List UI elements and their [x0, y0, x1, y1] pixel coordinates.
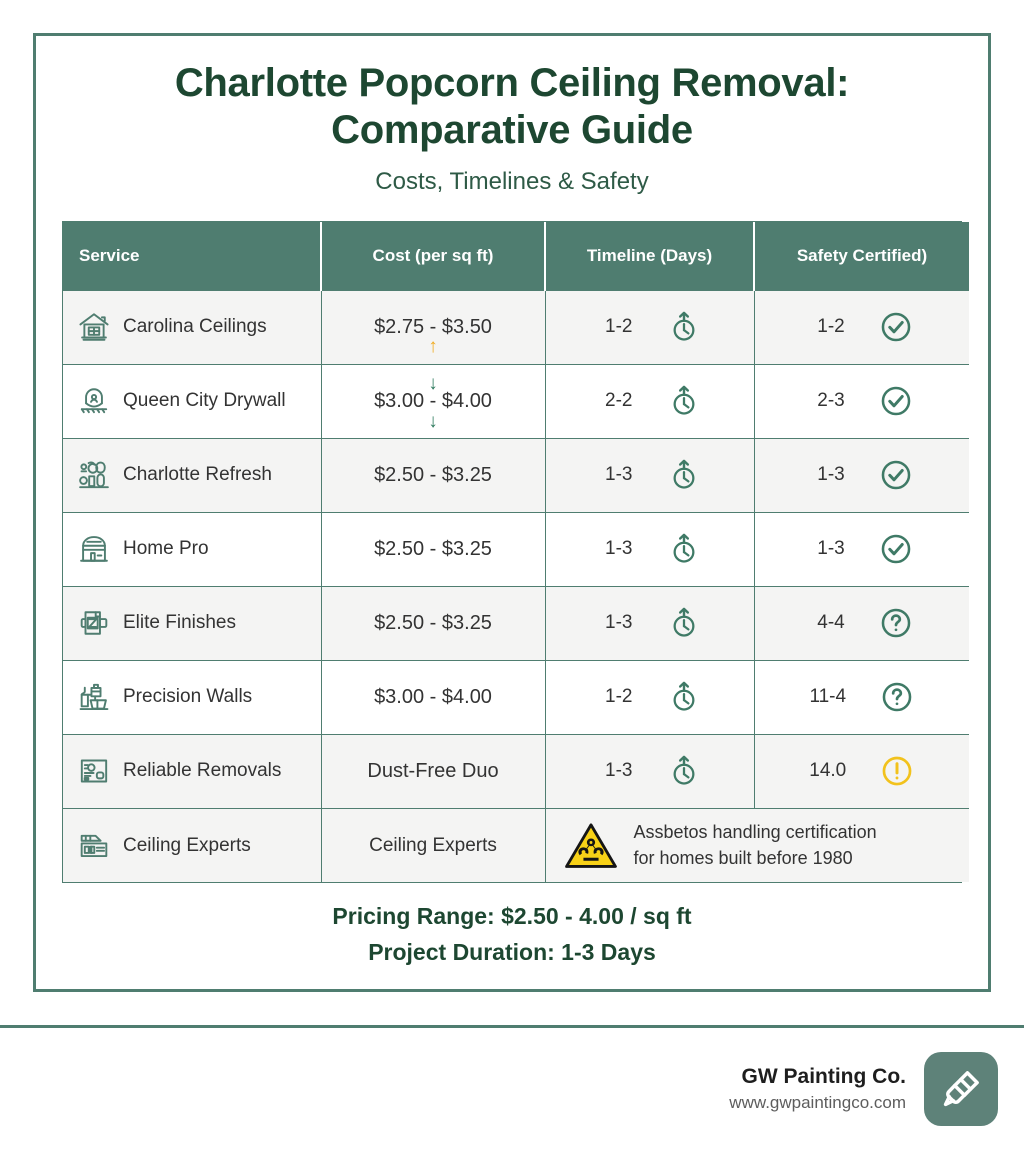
safety-cell: [754, 734, 969, 808]
cost-cell: [321, 512, 545, 586]
column-header-cost: Cost (per sq ft): [321, 222, 545, 290]
service-cell: [63, 734, 321, 808]
summary-pricing: Pricing Range: $2.50 - 4.00 / sq ft: [332, 903, 692, 930]
cost-value: Ceiling Experts: [369, 834, 497, 856]
check-circle-icon: [879, 532, 913, 566]
safety-cell-content: [755, 532, 970, 566]
cost-cell: [321, 586, 545, 660]
cost-trend-arrow-bottom: ↓: [428, 410, 438, 432]
cost-value: $3.00 - $4.00: [374, 685, 492, 708]
service-cell: [63, 290, 321, 364]
cost-value: $3.00 - $4.00: [374, 389, 492, 412]
timeline-cell: [545, 734, 754, 808]
page-title-line-2: Comparative Guide: [331, 108, 693, 153]
cost-value: $2.75 - $3.50: [374, 315, 492, 338]
safety-cell-content: [755, 384, 970, 418]
service-cell: [63, 586, 321, 660]
safety-cell: [754, 364, 969, 438]
summary-duration: Project Duration: 1-3 Days: [368, 939, 656, 966]
footer-divider: [0, 1025, 1024, 1028]
document-card-icon: [77, 754, 111, 788]
service-name: Precision Walls: [123, 686, 253, 708]
table-row: [63, 438, 969, 512]
ceiling-panel-icon: [77, 829, 111, 863]
table-header-row: [63, 222, 969, 290]
stopwatch-icon: [667, 754, 701, 788]
safety-cell: [754, 660, 969, 734]
comparison-table: [63, 222, 969, 882]
comparison-table-wrapper: [62, 221, 962, 883]
table-row: [63, 586, 969, 660]
service-name: Home Pro: [123, 538, 209, 560]
service-cell: [63, 438, 321, 512]
title-block: [36, 36, 988, 200]
brand-url: www.gwpaintingco.com: [729, 1093, 906, 1112]
timeline-cell-content: [546, 310, 754, 344]
safety-value: 11-4: [809, 686, 847, 708]
timeline-value: 1-3: [605, 612, 633, 634]
timeline-value: 2-2: [605, 390, 633, 412]
safety-value: 2-3: [817, 390, 845, 412]
stopwatch-icon: [667, 384, 701, 418]
safety-value: 1-2: [817, 316, 845, 338]
table-row: [63, 512, 969, 586]
safety-value: 14.0: [809, 760, 847, 782]
stopwatch-icon: [667, 310, 701, 344]
home-building-icon: [77, 532, 111, 566]
question-circle-icon: [879, 606, 913, 640]
timeline-cell: [545, 586, 754, 660]
brand-text: [729, 1065, 906, 1113]
refresh-tools-icon: [77, 458, 111, 492]
table-row: [63, 734, 969, 808]
question-circle-icon: [880, 680, 914, 714]
safety-cell-content: [755, 606, 970, 640]
table-body: [63, 290, 969, 882]
service-cell: [63, 660, 321, 734]
home-outline-icon: [77, 310, 111, 344]
column-header-timeline: Timeline (Days): [545, 222, 754, 290]
service-cell: [63, 512, 321, 586]
stopwatch-icon: [667, 458, 701, 492]
safety-cell-content: [755, 754, 970, 788]
timeline-cell-content: [546, 754, 754, 788]
safety-value: 1-3: [817, 538, 845, 560]
biohazard-warning-icon: [564, 822, 618, 870]
timeline-cell-content: [546, 680, 754, 714]
framed-document-icon: [77, 606, 111, 640]
timeline-cell-content: [546, 458, 754, 492]
timeline-cell: [545, 438, 754, 512]
service-name: Ceiling Experts: [123, 834, 251, 856]
cost-trend-arrow-top: ↓: [428, 372, 438, 394]
table-header: [63, 222, 969, 290]
table-row: [63, 364, 969, 438]
safety-value: 1-3: [817, 464, 845, 486]
timeline-value: 1-2: [605, 316, 633, 338]
safety-value: 4-4: [817, 612, 845, 634]
stopwatch-icon: [667, 532, 701, 566]
safety-cell-content: [755, 680, 970, 714]
cost-cell: [321, 438, 545, 512]
check-circle-icon: [879, 310, 913, 344]
timeline-cell-content: [546, 532, 754, 566]
service-name: Reliable Removals: [123, 760, 282, 782]
paint-brush-icon: [939, 1067, 983, 1111]
paint-supplies-icon: [77, 680, 111, 714]
timeline-cell: [545, 660, 754, 734]
service-name: Charlotte Refresh: [123, 464, 272, 486]
cost-cell: [321, 660, 545, 734]
cost-cell: [321, 808, 545, 882]
warning-circle-icon: [880, 754, 914, 788]
queen-crown-icon: [77, 384, 111, 418]
timeline-value: 1-3: [605, 538, 633, 560]
check-circle-icon: [879, 458, 913, 492]
brand-block: [729, 1052, 998, 1126]
page-title-line-1: Charlotte Popcorn Ceiling Removal:: [174, 61, 850, 105]
safety-cell-content: [755, 310, 970, 344]
asbestos-note-cell: [545, 808, 969, 882]
stopwatch-icon: [667, 606, 701, 640]
cost-cell: [321, 290, 545, 364]
safety-cell: [754, 512, 969, 586]
cost-value: $2.50 - $3.25: [374, 463, 492, 486]
cost-trend-arrow-bottom: ↑: [428, 335, 438, 357]
cost-cell: [321, 734, 545, 808]
cost-value: $2.50 - $3.25: [374, 537, 492, 560]
timeline-value: 1-3: [605, 760, 633, 782]
asbestos-note-text: Assbetos handling certification for homes built before 1980: [633, 822, 877, 868]
timeline-cell-content: [546, 606, 754, 640]
cost-cell: [321, 364, 545, 438]
page-subtitle: Costs, Timelines & Safety: [375, 168, 649, 196]
cost-value: $2.50 - $3.25: [374, 611, 492, 634]
table-note-row: [63, 808, 969, 882]
column-header-service: Service: [63, 222, 321, 290]
safety-cell: [754, 586, 969, 660]
brand-name: GW Painting Co.: [741, 1065, 906, 1088]
timeline-cell-content: [546, 384, 754, 418]
summary-block: [36, 899, 988, 970]
column-header-safety: Safety Certified): [754, 222, 969, 290]
service-name: Elite Finishes: [123, 612, 236, 634]
timeline-value: 1-3: [605, 464, 633, 486]
table-row: [63, 290, 969, 364]
service-cell: [63, 364, 321, 438]
timeline-cell: [545, 290, 754, 364]
safety-cell: [754, 438, 969, 512]
timeline-value: 1-2: [605, 686, 633, 708]
timeline-cell: [545, 364, 754, 438]
check-circle-icon: [879, 384, 913, 418]
service-name: Carolina Ceilings: [123, 316, 267, 338]
infographic-card: [33, 33, 991, 992]
safety-cell-content: [755, 458, 970, 492]
brand-logo: [924, 1052, 998, 1126]
timeline-cell: [545, 512, 754, 586]
safety-cell: [754, 290, 969, 364]
service-cell: [63, 808, 321, 882]
page-title: [76, 60, 948, 154]
service-name: Queen City Drywall: [123, 390, 286, 412]
table-row: [63, 660, 969, 734]
stopwatch-icon: [667, 680, 701, 714]
cost-value: Dust-Free Duo: [367, 759, 499, 782]
